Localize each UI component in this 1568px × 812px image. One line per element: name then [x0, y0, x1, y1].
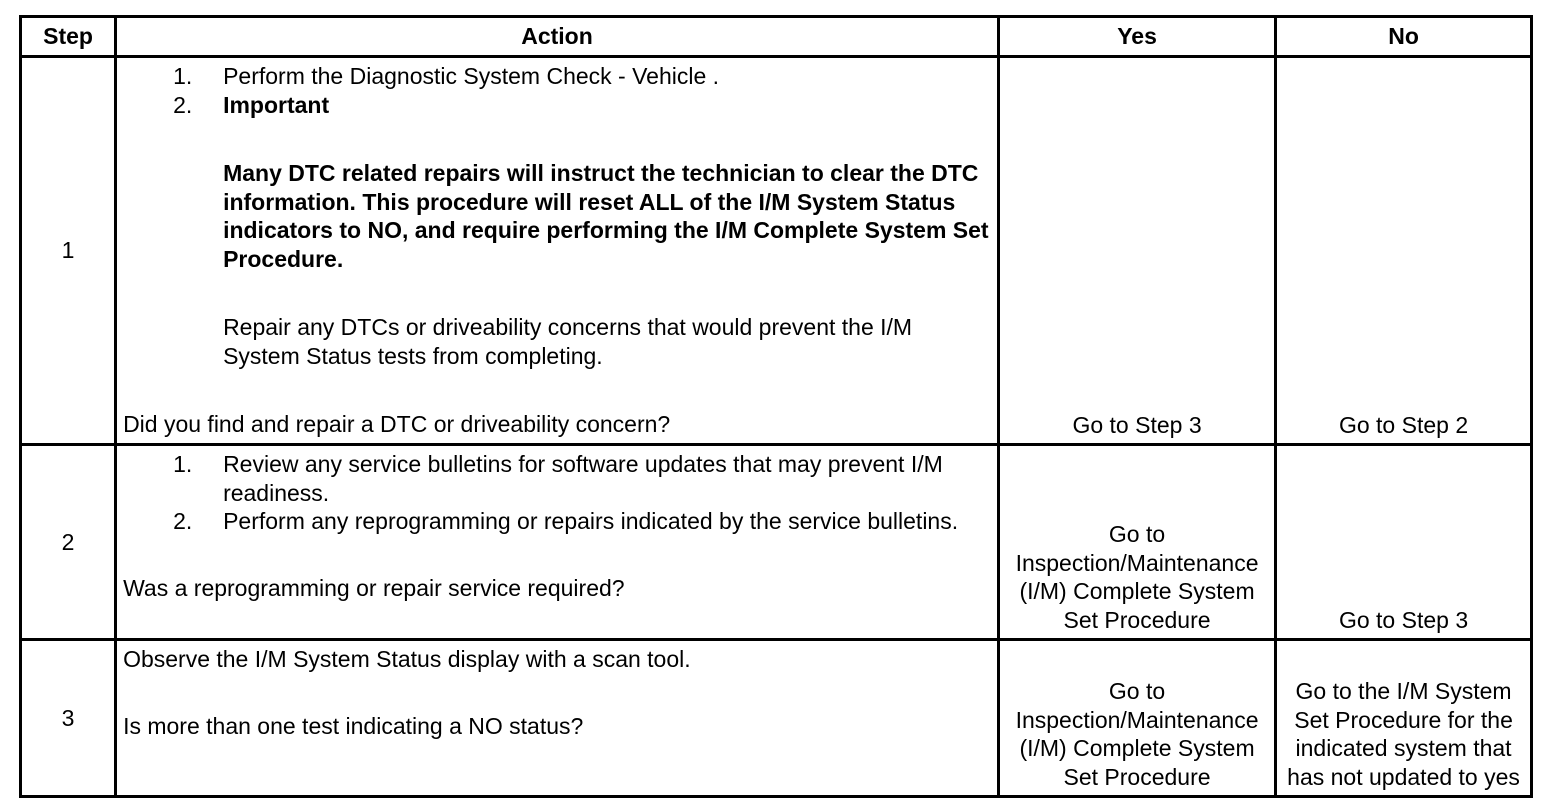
header-row	[21, 17, 1532, 57]
header-action: Action	[116, 17, 999, 57]
list-text: Perform the Diagnostic System Check - Vehicle .	[223, 63, 720, 89]
diagnostic-table	[19, 15, 1533, 798]
action-cell	[116, 445, 999, 640]
table-row-step-3	[21, 640, 1532, 797]
header-no: No	[1276, 17, 1532, 57]
important-note: Many DTC related repairs will instruct the technician to clear the DTC information. This procedure will reset ALL of the I/M System Status indicators to NO, and require performing the I/M Complete System Set Procedure.	[223, 160, 989, 272]
list-item	[123, 62, 991, 91]
list-item	[123, 91, 991, 120]
step-question: Was a reprogramming or repair service required?	[123, 574, 625, 601]
list-number: 1.	[173, 451, 193, 477]
action-cell	[116, 57, 999, 445]
yes-result[interactable]: Go to Step 3	[998, 57, 1275, 445]
header-step: Step	[21, 17, 116, 57]
important-label: Important	[223, 91, 330, 118]
step-number: 3	[21, 640, 116, 797]
list-number: 2.	[173, 91, 193, 118]
list-text: Perform any reprogramming or repairs indicated by the service bulletins.	[223, 508, 959, 534]
table-row-step-1	[21, 57, 1532, 445]
no-result[interactable]: Go to the I/M System Set Procedure for the indicated system that has not updated to yes	[1276, 640, 1532, 797]
list-item	[123, 507, 971, 536]
step-question: Is more than one test indicating a NO status?	[123, 712, 584, 739]
header-yes: Yes	[998, 17, 1275, 57]
yes-result[interactable]: Go to Inspection/Maintenance (I/M) Complete System Set Procedure	[998, 640, 1275, 797]
list-number: 1.	[173, 63, 193, 89]
list-text: Review any service bulletins for software updates that may prevent I/M readiness.	[223, 451, 943, 506]
action-list	[123, 450, 991, 536]
no-result[interactable]: Go to Step 2	[1276, 57, 1532, 445]
yes-result[interactable]: Go to Inspection/Maintenance (I/M) Complete System Set Procedure	[998, 445, 1275, 640]
step-number: 1	[21, 57, 116, 445]
step-number: 2	[21, 445, 116, 640]
no-result[interactable]: Go to Step 3	[1276, 445, 1532, 640]
repair-instruction: Repair any DTCs or driveability concerns that would prevent the I/M System Status tests from completing.	[223, 314, 913, 369]
step-instruction: Observe the I/M System Status display with a scan tool.	[123, 646, 691, 672]
list-item	[123, 450, 971, 507]
action-cell	[116, 640, 999, 797]
list-number: 2.	[173, 508, 193, 534]
table-row-step-2	[21, 445, 1532, 640]
action-list	[123, 62, 991, 119]
step-question: Did you find and repair a DTC or driveability concern?	[123, 411, 671, 437]
